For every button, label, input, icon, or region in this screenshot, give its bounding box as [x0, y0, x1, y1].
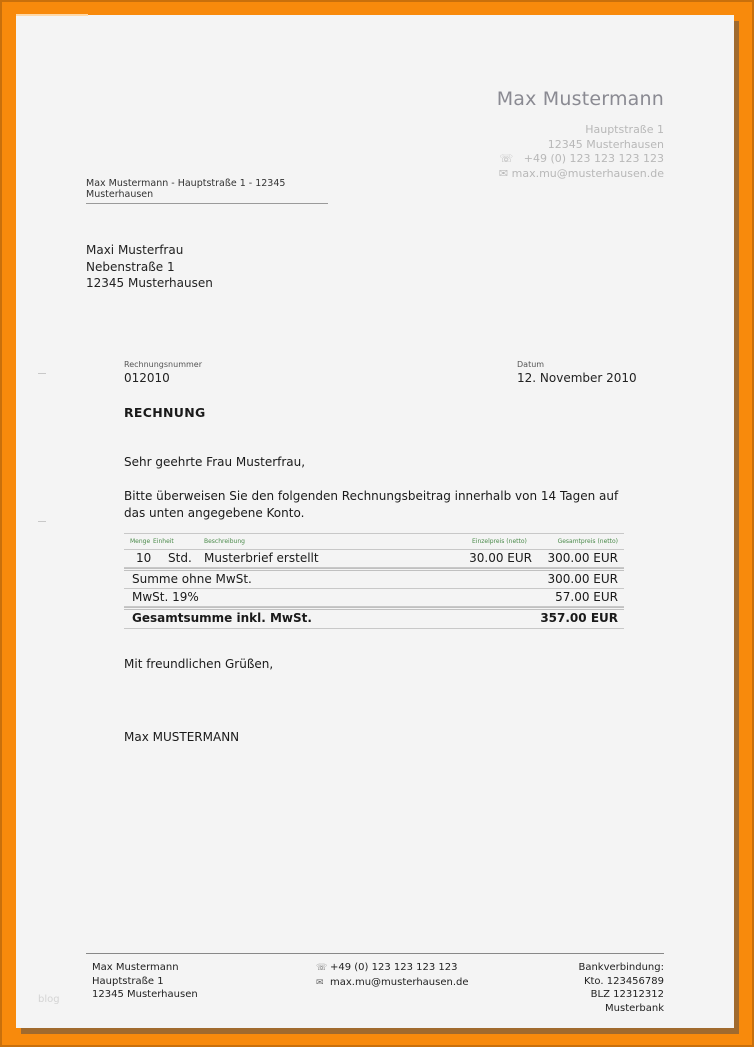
header-quantity: Menge: [130, 538, 151, 545]
invoice-table: [124, 533, 624, 629]
fold-mark: [38, 521, 46, 522]
footer-name: Max Mustermann: [92, 962, 179, 973]
phone-icon: ☏: [316, 963, 328, 973]
date-block: [517, 360, 637, 385]
subtotal-value: 300.00 EUR: [547, 572, 618, 586]
subtotal-row: [124, 568, 624, 589]
tax-label: MwSt. 19%: [132, 590, 199, 604]
footer-address: [92, 961, 198, 1002]
invoice-page: [16, 15, 734, 1028]
body-paragraph: Bitte überweisen Sie den folgenden Rechnungsbeitrag innerhalb von 14 Tagen auf das unten angegebene Konto.: [124, 489, 619, 520]
invoice-number-label: Rechnungsnummer: [124, 360, 202, 369]
grand-total-value: 357.00 EUR: [540, 611, 618, 625]
fold-mark: [38, 373, 46, 374]
bank-label: Bankverbindung:: [578, 962, 664, 973]
header-unit: Einheit: [153, 538, 174, 545]
date-label: Datum: [517, 360, 545, 369]
bank-blz: BLZ 12312312: [590, 989, 664, 1000]
sender-city: 12345 Musterhausen: [547, 137, 664, 151]
footer-phone: +49 (0) 123 123 123 123: [330, 962, 458, 973]
footer-divider: [86, 953, 664, 954]
sender-name: Max Mustermann: [496, 88, 664, 110]
footer-street: Hauptstraße 1: [92, 975, 164, 987]
recipient-city: 12345 Musterhausen: [86, 276, 213, 290]
footer-contact: [316, 961, 469, 990]
phone-icon: ☏: [499, 152, 524, 165]
recipient-street: Nebenstraße 1: [86, 259, 175, 274]
item-description: Musterbrief erstellt: [204, 551, 319, 565]
header-total-price: Gesamtpreis (netto): [557, 538, 618, 545]
closing: Mit freundlichen Grüßen,: [124, 657, 274, 671]
frame-highlight: [16, 14, 88, 16]
grand-total-label: Gesamtsumme inkl. MwSt.: [132, 611, 312, 625]
sender-street: Hauptstraße 1: [585, 123, 664, 136]
tax-row: [124, 589, 624, 607]
header-unit-price: Einzelpreis (netto): [472, 538, 527, 545]
recipient-name: Maxi Musterfrau: [86, 243, 184, 257]
item-total-price: 300.00 EUR: [547, 551, 618, 565]
footer-city: 12345 Musterhausen: [92, 989, 198, 1000]
subtotal-label: Summe ohne MwSt.: [132, 572, 252, 586]
sender-contact-block: [16, 123, 664, 181]
return-address: Max Mustermann - Hauptstraße 1 - 12345 Musterhausen: [86, 178, 328, 204]
recipient-address: [86, 242, 213, 292]
footer-email: max.mu@musterhausen.de: [330, 976, 469, 988]
watermark: blog: [38, 994, 60, 1005]
invoice-number-block: [124, 360, 202, 385]
invoice-number: 012010: [124, 371, 170, 385]
table-row: [124, 550, 624, 568]
bank-name: Musterbank: [605, 1002, 664, 1014]
envelope-icon: ✉: [498, 166, 512, 180]
signature: Max MUSTERMANN: [124, 730, 240, 744]
sender-phone-line: [16, 152, 664, 167]
grand-total-row: [124, 607, 624, 629]
salutation: Sehr geehrte Frau Musterfrau,: [124, 455, 306, 469]
bank-account: Kto. 123456789: [583, 975, 664, 987]
item-unit: Std.: [168, 551, 192, 565]
header-description: Beschreibung: [204, 538, 245, 545]
envelope-icon: ✉: [316, 977, 324, 988]
item-quantity: 10: [136, 551, 152, 565]
sender-phone: +49 (0) 123 123 123 123: [523, 152, 664, 165]
sender-email: max.mu@musterhausen.de: [511, 166, 664, 180]
document-title: RECHNUNG: [124, 405, 206, 420]
date-value: 12. November 2010: [517, 371, 637, 385]
item-unit-price: 30.00 EUR: [469, 551, 532, 565]
table-header-row: [124, 533, 624, 550]
tax-value: 57.00 EUR: [555, 590, 618, 604]
footer-bank: [578, 961, 664, 1015]
